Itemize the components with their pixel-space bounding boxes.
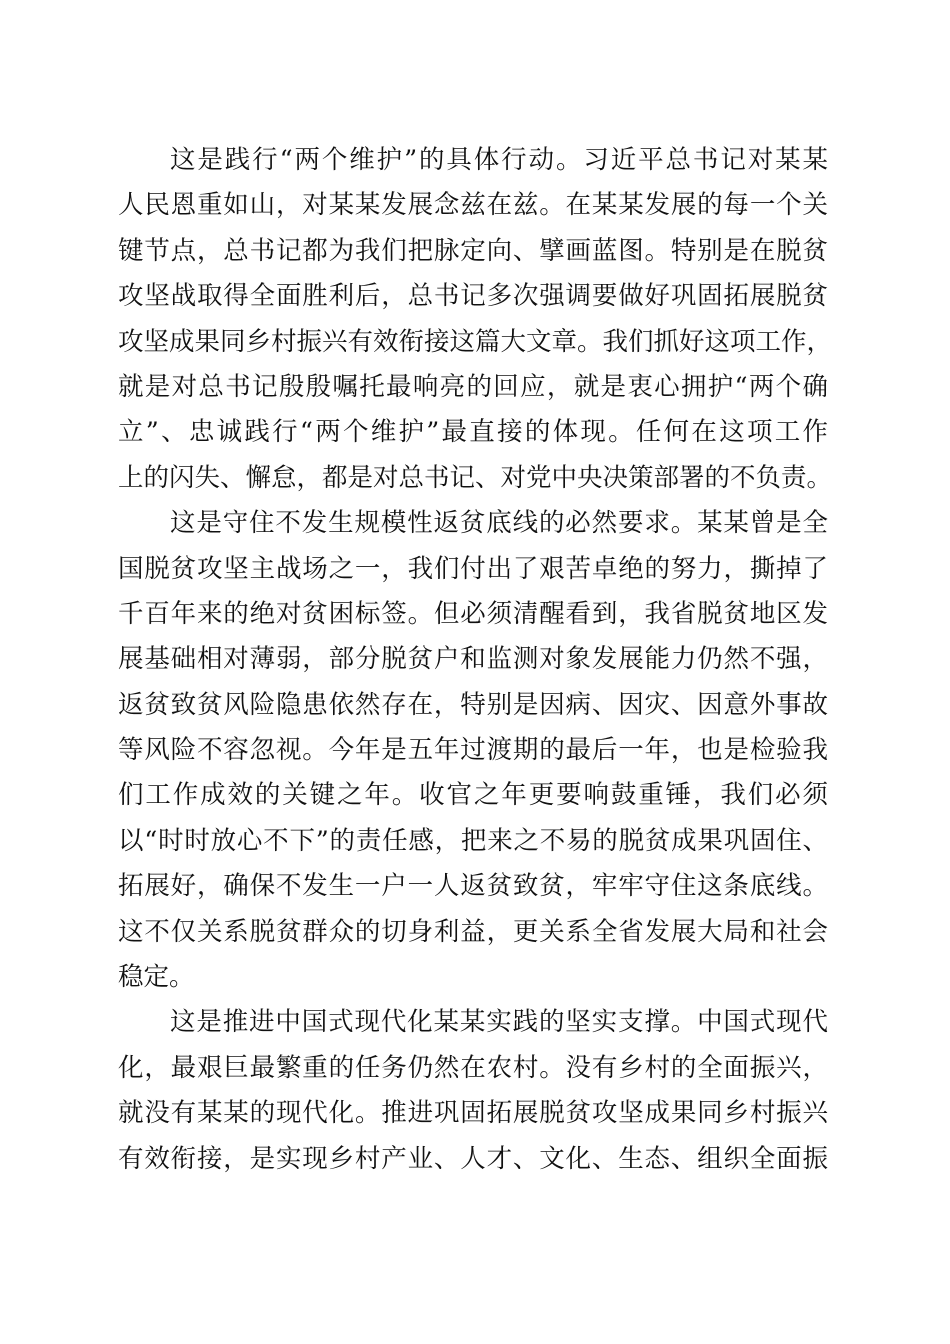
text-line: 拓展好，确保不发生一户一人返贫致贫，牢牢守住这条底线。 — [118, 871, 828, 902]
paragraph-2 — [118, 501, 828, 1000]
text-line: 国脱贫攻坚主战场之一，我们付出了艰苦卓绝的努力，撕掉了 — [118, 553, 828, 584]
text-line: 攻坚成果同乡村振兴有效衔接这篇大文章。我们抓好这项工作， — [118, 326, 833, 357]
text-line: 们工作成效的关键之年。收官之年更要响鼓重锤，我们必须 — [118, 780, 828, 811]
paragraph-1 — [118, 138, 833, 501]
text-line: 就是对总书记殷殷嘱托最响亮的回应，就是衷心拥护“两个确 — [118, 371, 828, 402]
text-line: 这不仅关系脱贫群众的切身利益，更关系全省发展大局和社会 — [118, 916, 828, 947]
text-line: 这是推进中国式现代化某某实践的坚实支撑。中国式现代 — [170, 1007, 828, 1038]
text-line: 键节点，总书记都为我们把脉定向、擘画蓝图。特别是在脱贫 — [118, 235, 828, 266]
text-line: 立”、忠诚践行“两个维护”最直接的体现。任何在这项工作 — [118, 417, 828, 448]
text-line: 展基础相对薄弱，部分脱贫户和监测对象发展能力仍然不强， — [118, 644, 828, 675]
text-line: 有效衔接，是实现乡村产业、人才、文化、生态、组织全面振 — [118, 1143, 828, 1174]
text-line: 就没有某某的现代化。推进巩固拓展脱贫攻坚成果同乡村振兴 — [118, 1098, 828, 1129]
text-line: 稳定。 — [118, 962, 195, 993]
text-line: 千百年来的绝对贫困标签。但必须清醒看到，我省脱贫地区发 — [118, 598, 828, 629]
text-line: 化，最艰巨最繁重的任务仍然在农村。没有乡村的全面振兴， — [118, 1052, 828, 1083]
text-line: 以“时时放心不下”的责任感，把来之不易的脱贫成果巩固住、 — [118, 825, 828, 856]
text-line: 这是守住不发生规模性返贫底线的必然要求。某某曾是全 — [170, 508, 828, 539]
text-line: 攻坚战取得全面胜利后，总书记多次强调要做好巩固拓展脱贫 — [118, 281, 828, 312]
text-line: 这是践行“两个维护”的具体行动。习近平总书记对某某 — [170, 145, 828, 175]
text-line: 等风险不容忽视。今年是五年过渡期的最后一年，也是检验我 — [118, 735, 828, 766]
document-page — [118, 138, 833, 1182]
text-line: 上的闪失、懈怠，都是对总书记、对党中央决策部署的不负责。 — [118, 462, 833, 493]
text-line: 人民恩重如山，对某某发展念兹在兹。在某某发展的每一个关 — [118, 190, 828, 221]
text-line: 返贫致贫风险隐患依然存在，特别是因病、因灾、因意外事故 — [118, 689, 828, 720]
paragraph-3 — [118, 1000, 828, 1182]
